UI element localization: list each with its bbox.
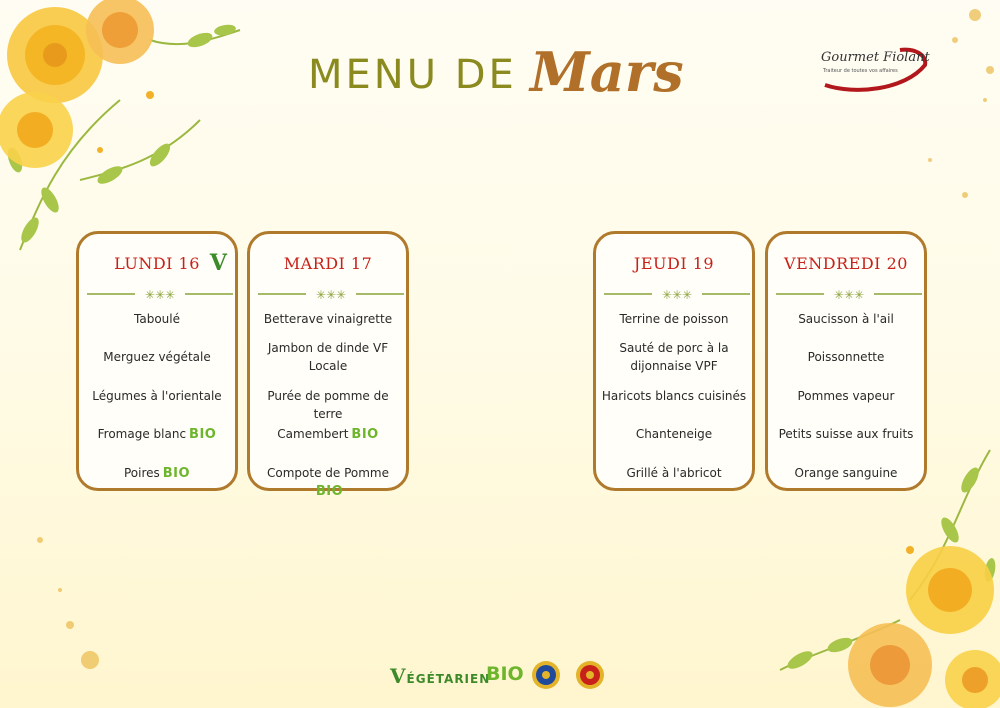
menu-item: Sauté de porc à la dijonnaise VPF — [619, 341, 729, 373]
menu-item: Petits suisse aux fruits — [778, 427, 914, 441]
day-title: LUNDI 16 — [114, 254, 200, 273]
svg-text:✳✳✳: ✳✳✳ — [144, 288, 176, 300]
day-title: JEUDI 19 — [633, 254, 715, 273]
menu-item: Fromage blanc BIO — [97, 427, 217, 442]
logo-name: Gourmet Fiolant — [821, 50, 930, 65]
svg-text:✳✳✳: ✳✳✳ — [833, 288, 865, 300]
menu-item: Taboulé — [134, 312, 180, 326]
menu-item: Grillé à l'abricot — [626, 466, 722, 480]
day-card-vendredi — [765, 231, 927, 491]
legend-vegetarian — [390, 664, 490, 694]
bio-label: BIO — [189, 427, 217, 442]
day-card-mardi — [247, 231, 409, 499]
menu-item: Merguez végétale — [103, 350, 211, 364]
title-month: Mars — [530, 40, 684, 104]
menu-item: Saucisson à l'ail — [798, 312, 894, 326]
caterer-logo — [815, 40, 935, 100]
svg-text:✳✳✳: ✳✳✳ — [661, 288, 693, 300]
separator-ornament — [87, 288, 233, 300]
bio-label: BIO — [315, 484, 344, 499]
separator-ornament — [604, 288, 750, 300]
day-title: MARDI 17 — [283, 254, 373, 273]
vegetarian-icon: V — [209, 250, 227, 276]
svg-text:✳✳✳: ✳✳✳ — [315, 288, 347, 300]
label-rouge-icon — [531, 660, 561, 690]
separator-ornament — [776, 288, 922, 300]
menu-item: Betterave vinaigrette — [263, 312, 393, 326]
menu-item: Légumes à l'orientale — [92, 389, 222, 403]
menu-item: Purée de pomme de terre — [267, 389, 389, 421]
title-menu-de: MENU DE — [308, 52, 517, 98]
menu-item: Compote de PommeBIO — [267, 466, 389, 499]
menu-item: Orange sanguine — [794, 466, 898, 480]
separator-ornament — [258, 288, 404, 300]
legend-vegetarian-initial: V — [390, 664, 407, 688]
logo-tagline: Traiteur de toutes vos affaires — [823, 68, 898, 74]
menu-item: Poires BIO — [123, 466, 191, 481]
menu-item: Terrine de poisson — [619, 312, 729, 326]
day-title: VENDREDI 20 — [784, 254, 908, 273]
bio-label: BIO — [351, 427, 379, 442]
menu-title — [300, 38, 720, 108]
day-card-jeudi — [593, 231, 755, 491]
day-card-lundi — [76, 231, 238, 491]
menu-item: Chanteneige — [635, 427, 713, 441]
bio-label: BIO — [162, 466, 191, 481]
legend-vegetarian-text: ÉGÉTARIEN — [406, 672, 491, 686]
aop-icon — [575, 660, 605, 690]
menu-item: Pommes vapeur — [797, 389, 895, 403]
menu-item: Jambon de dinde VF Locale — [267, 341, 389, 373]
menu-item: Haricots blancs cuisinés — [601, 389, 747, 403]
menu-item: Poissonnette — [807, 350, 885, 364]
menu-item: Camembert BIO — [277, 427, 379, 442]
legend-bio: BIO — [486, 663, 524, 685]
